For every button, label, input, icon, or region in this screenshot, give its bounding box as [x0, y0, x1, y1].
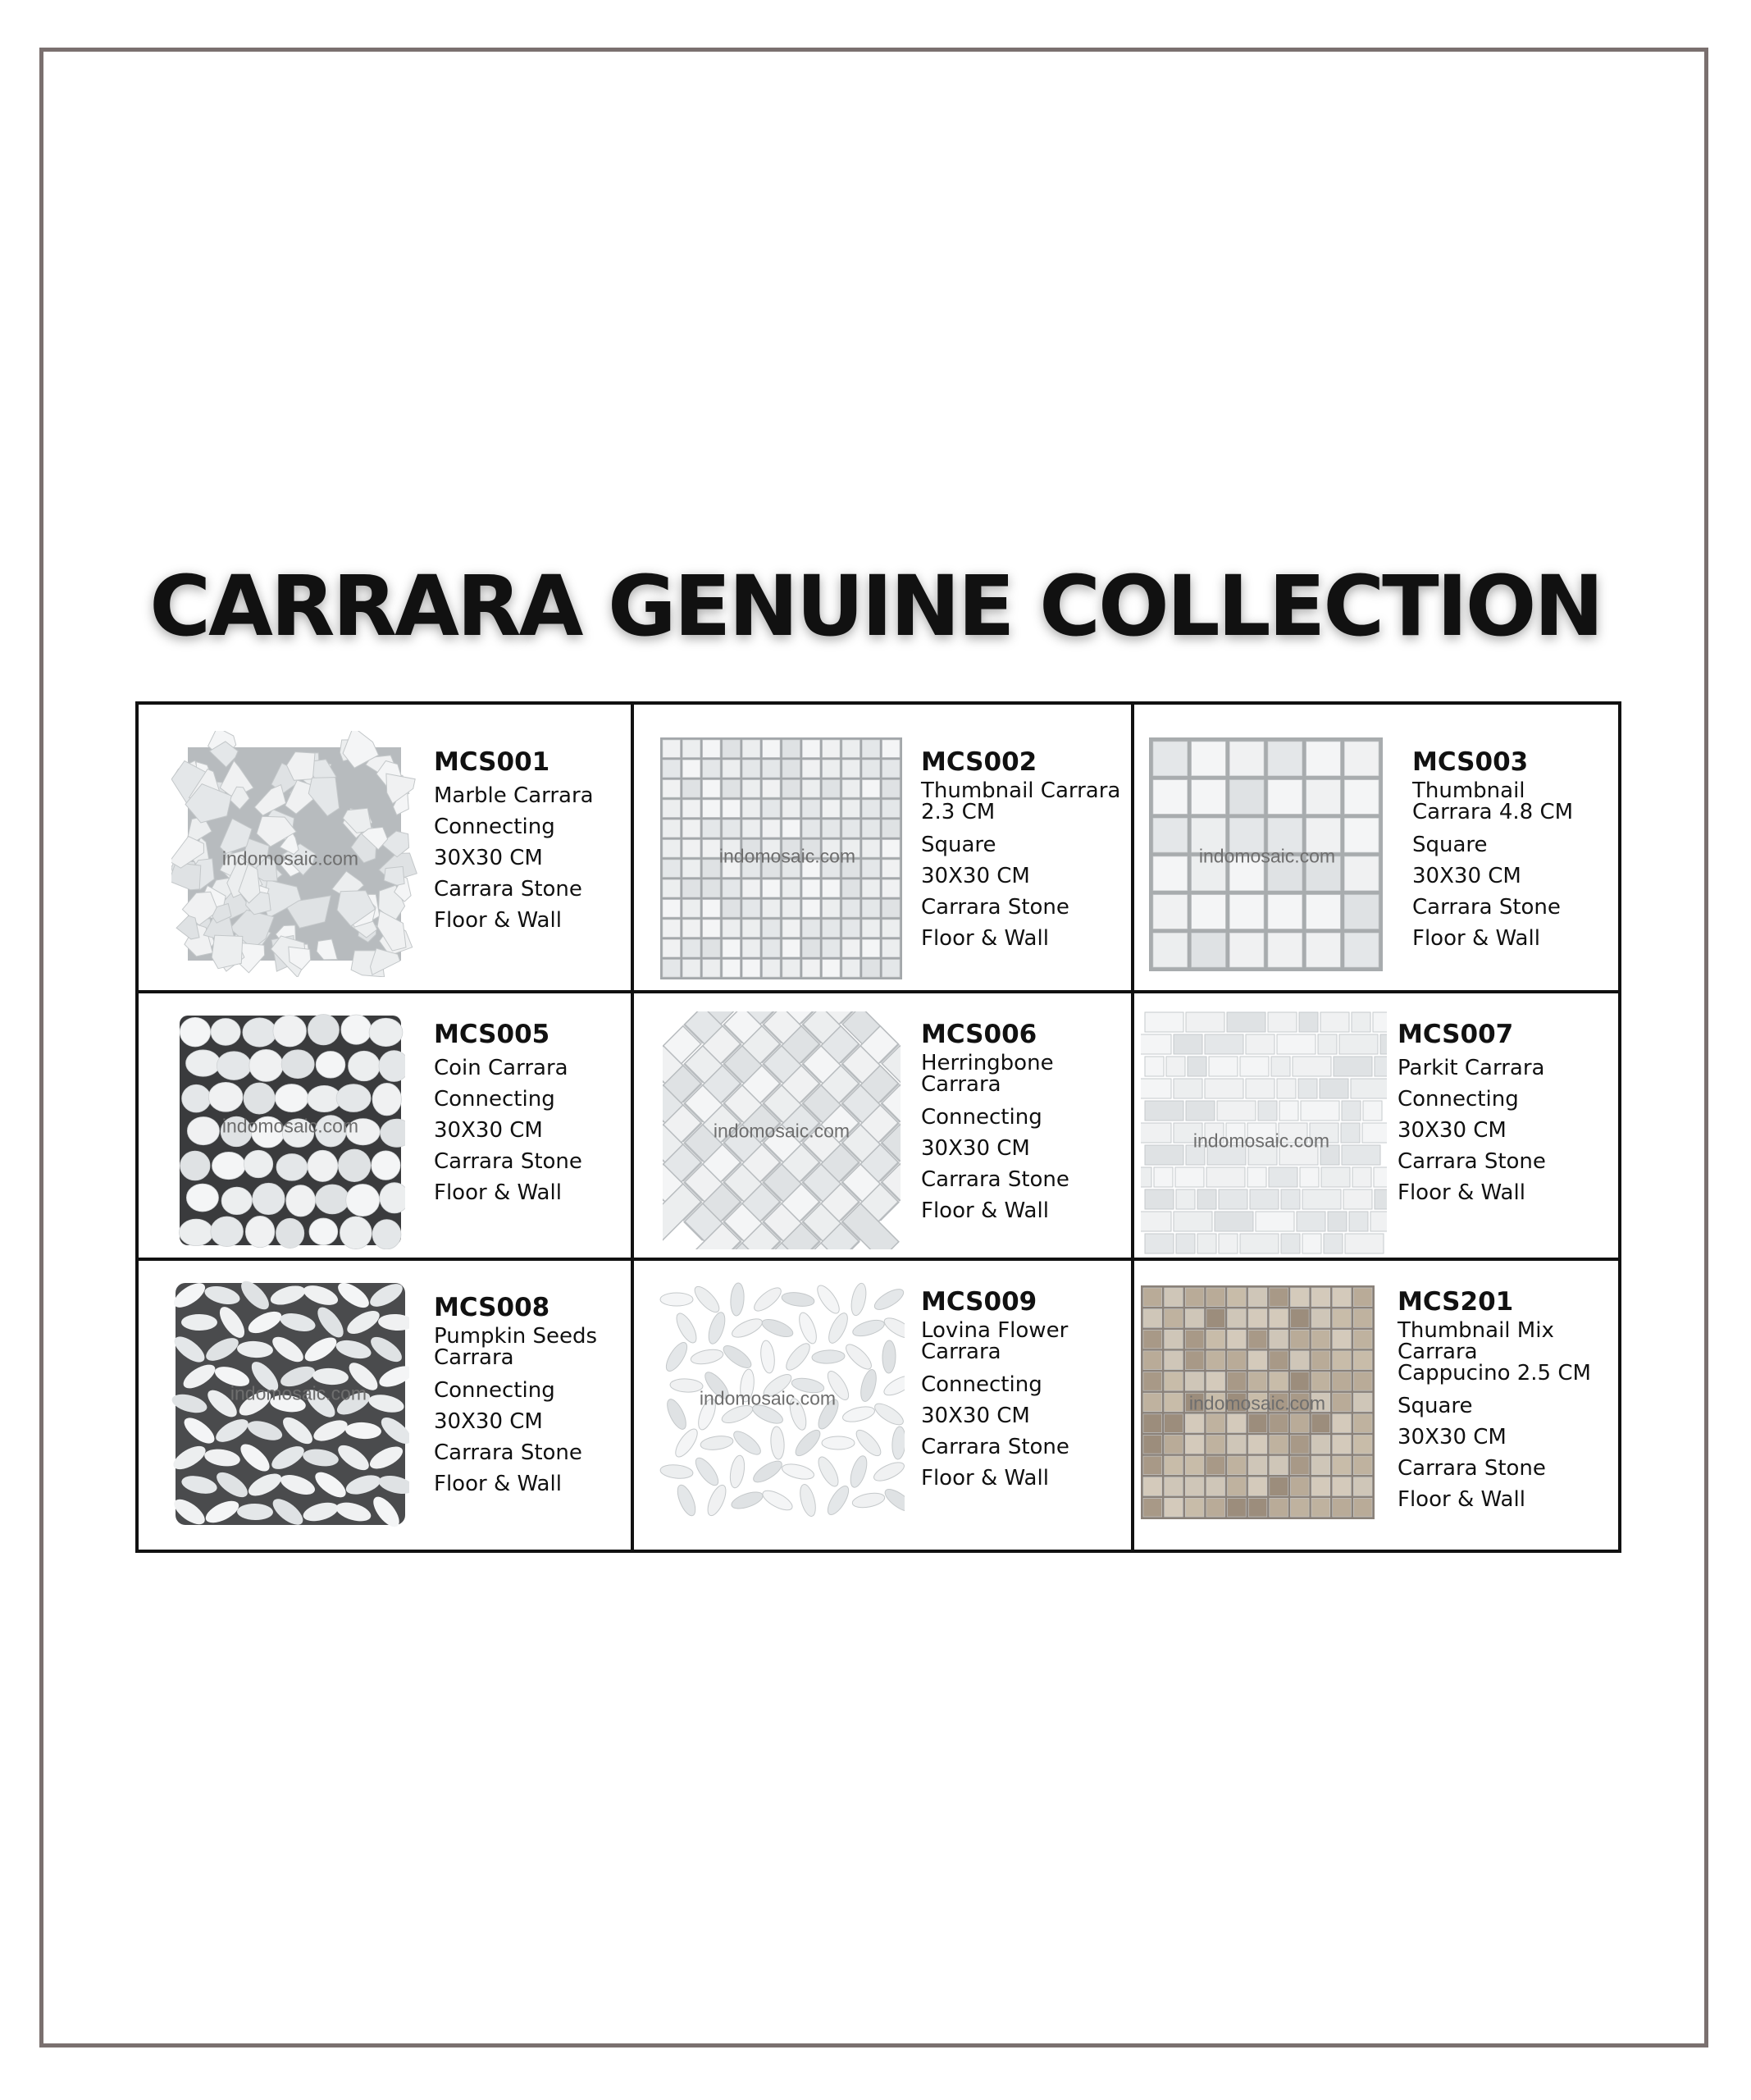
product-name: Thumbnail Carrara: [921, 778, 1121, 803]
product-material: Carrara Stone: [921, 895, 1069, 920]
product-info: [434, 1018, 582, 1208]
product-type: Square: [1398, 1394, 1473, 1418]
watermark: indomosaic.com: [718, 845, 856, 867]
watermark: indomosaic.com: [699, 1387, 837, 1409]
product-usage: Floor & Wall: [434, 1180, 562, 1205]
product-usage: Floor & Wall: [921, 926, 1049, 951]
watermark: indomosaic.com: [1198, 845, 1336, 867]
product-name-2: Carrara: [921, 1340, 1001, 1364]
product-info: [1398, 1018, 1546, 1208]
product-name: Coin Carrara: [434, 1056, 568, 1080]
product-material: Carrara Stone: [434, 1440, 582, 1465]
product-card-mcs005: [139, 993, 634, 1261]
watermark: indomosaic.com: [713, 1120, 850, 1142]
product-material: Carrara Stone: [434, 1149, 582, 1174]
product-material: Carrara Stone: [921, 1435, 1069, 1459]
product-info: [434, 746, 594, 936]
watermark: indomosaic.com: [221, 847, 359, 870]
product-size: 30X30 CM: [921, 1136, 1030, 1161]
product-size: 30X30 CM: [1398, 1425, 1507, 1449]
product-card-mcs003: [1134, 705, 1618, 993]
product-card-mcs007: [1134, 993, 1618, 1261]
product-usage: Floor & Wall: [921, 1198, 1049, 1223]
product-grid: [135, 701, 1621, 1553]
product-card-mcs201: [1134, 1261, 1618, 1550]
product-name: Pumpkin Seeds: [434, 1324, 598, 1349]
product-card-mcs001: [139, 705, 634, 993]
product-material: Carrara Stone: [434, 877, 582, 902]
watermark: indomosaic.com: [230, 1382, 367, 1404]
product-info: [1398, 1285, 1591, 1515]
product-card-mcs002: [634, 705, 1134, 993]
product-type: Square: [921, 833, 996, 857]
product-code: MCS003: [1412, 747, 1529, 777]
product-type: Connecting: [1398, 1087, 1519, 1112]
product-type: Connecting: [921, 1105, 1042, 1130]
product-size: 30X30 CM: [434, 1118, 543, 1143]
product-type: Connecting: [434, 815, 555, 839]
product-info: [434, 1291, 597, 1500]
product-code: MCS007: [1398, 1020, 1514, 1049]
product-usage: Floor & Wall: [1412, 926, 1540, 951]
product-material: Carrara Stone: [1398, 1149, 1546, 1174]
product-type: Square: [1412, 833, 1488, 857]
product-name-3: Cappucino 2.5 CM: [1398, 1361, 1591, 1386]
watermark: indomosaic.com: [221, 1115, 359, 1137]
product-card-mcs008: [139, 1261, 634, 1550]
product-info: [1412, 746, 1573, 954]
product-name-2: Carrara: [1398, 1340, 1478, 1364]
product-size: 30X30 CM: [434, 1409, 543, 1434]
watermark: indomosaic.com: [1188, 1392, 1326, 1414]
product-name: Thumbnail: [1412, 778, 1525, 803]
watermark: indomosaic.com: [1192, 1130, 1330, 1152]
product-code: MCS009: [921, 1287, 1037, 1317]
product-size: 30X30 CM: [1398, 1118, 1507, 1143]
product-usage: Floor & Wall: [1398, 1487, 1525, 1512]
product-name-2: Carrara: [921, 1072, 1001, 1097]
product-card-mcs009: [634, 1261, 1134, 1550]
product-name: Herringbone: [921, 1051, 1054, 1075]
product-name: Thumbnail Mix: [1398, 1318, 1554, 1343]
product-info: [921, 1018, 1069, 1226]
product-info: [921, 746, 1120, 954]
product-usage: Floor & Wall: [1398, 1180, 1525, 1205]
product-name: Lovina Flower: [921, 1318, 1069, 1343]
product-name-2: Carrara: [434, 1345, 514, 1370]
product-code: MCS002: [921, 747, 1037, 777]
product-info: [921, 1285, 1069, 1494]
product-size: 30X30 CM: [434, 846, 543, 870]
product-code: MCS001: [434, 747, 550, 777]
product-material: Carrara Stone: [1412, 895, 1561, 920]
product-card-mcs006: [634, 993, 1134, 1261]
product-name-2: Carrara 4.8 CM: [1412, 800, 1574, 824]
product-material: Carrara Stone: [921, 1167, 1069, 1192]
product-material: Carrara Stone: [1398, 1456, 1546, 1481]
product-type: Connecting: [434, 1378, 555, 1403]
product-name: Parkit Carrara: [1398, 1056, 1545, 1080]
product-usage: Floor & Wall: [434, 908, 562, 933]
product-size: 30X30 CM: [921, 864, 1030, 888]
collection-title: CARRARA GENUINE COLLECTION: [149, 558, 1602, 655]
product-name: Marble Carrara: [434, 783, 594, 808]
product-code: MCS006: [921, 1020, 1037, 1049]
product-size: 30X30 CM: [1412, 864, 1521, 888]
product-code: MCS008: [434, 1293, 550, 1322]
product-code: MCS005: [434, 1020, 550, 1049]
product-code: MCS201: [1398, 1287, 1514, 1317]
product-type: Connecting: [434, 1087, 555, 1112]
product-usage: Floor & Wall: [434, 1472, 562, 1496]
product-size: 30X30 CM: [921, 1404, 1030, 1428]
product-usage: Floor & Wall: [921, 1466, 1049, 1491]
product-name-2: 2.3 CM: [921, 800, 996, 824]
product-type: Connecting: [921, 1372, 1042, 1397]
